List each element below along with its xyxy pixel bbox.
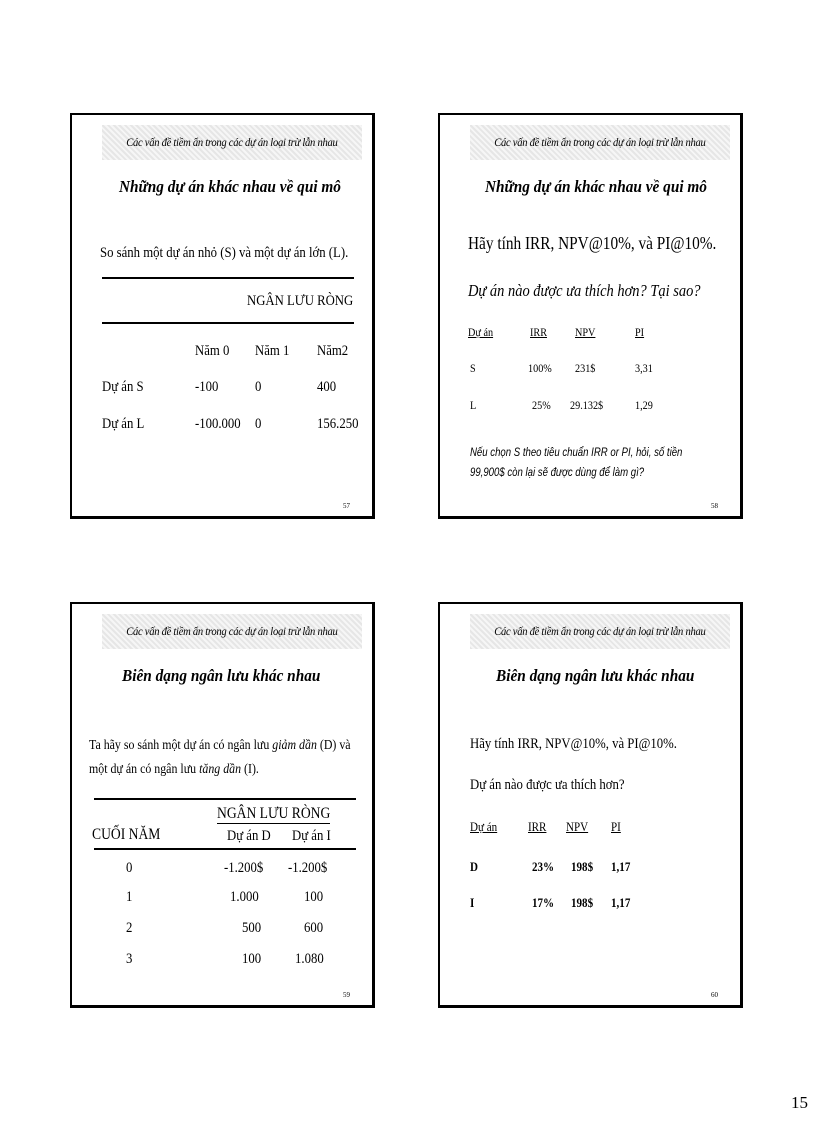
slide-59	[70, 602, 375, 1008]
year-header: Năm 1	[255, 343, 290, 359]
slide-page-number: 60	[711, 991, 718, 999]
table-cell: L	[470, 398, 477, 412]
table-cell: 0	[255, 416, 262, 432]
banner-text: Các vấn đề tiềm ẩn trong các dự án loại trừ lẫn nhau	[494, 625, 706, 638]
table-cell: 100%	[528, 361, 552, 375]
table-cell: 17%	[532, 895, 555, 910]
table-cell: 23%	[532, 859, 555, 874]
slide-title: Những dự án khác nhau về qui mô	[119, 177, 341, 196]
table-cell: -1.200$	[288, 860, 328, 876]
col-header: PI	[611, 819, 621, 834]
heading-underline	[217, 823, 330, 824]
col-project-d: Dự án D	[227, 828, 271, 844]
cash-flow-heading: NGÂN LƯU RÒNG	[217, 805, 331, 822]
table-cell: 3	[126, 951, 133, 967]
divider	[102, 322, 354, 324]
col-project-i: Dự án I	[292, 828, 331, 844]
note-line-2: 99,900$ còn lại sẽ được dùng để làm gì?	[470, 465, 645, 479]
divider	[94, 848, 356, 850]
table-cell: 1	[126, 889, 133, 905]
slide-page-number: 59	[343, 991, 350, 999]
intro-part: (I).	[241, 762, 259, 777]
col-header: Dự án	[470, 819, 498, 834]
table-cell: S	[470, 361, 476, 375]
slide-banner	[102, 125, 362, 160]
intro-emphasis: tăng dần	[199, 762, 242, 777]
banner-text: Các vấn đề tiềm ẩn trong các dự án loại trừ lẫn nhau	[126, 625, 338, 638]
task-text: Hãy tính IRR, NPV@10%, và PI@10%.	[468, 233, 717, 253]
table-cell: 600	[304, 920, 324, 936]
intro-part: Ta hãy so sánh một dự án có ngân lưu	[89, 738, 273, 753]
cash-flow-heading: NGÂN LƯU RÒNG	[247, 293, 354, 309]
table-cell: 1,17	[611, 859, 631, 874]
banner-text: Các vấn đề tiềm ẩn trong các dự án loại trừ lẫn nhau	[494, 136, 706, 149]
year-header: Năm 0	[195, 343, 230, 359]
divider	[94, 798, 356, 800]
table-cell: 1.080	[295, 951, 324, 967]
col-header: PI	[635, 325, 645, 339]
slide-banner	[102, 614, 362, 649]
table-cell: I	[470, 895, 475, 910]
table-cell: 198$	[571, 895, 594, 910]
slide-title: Những dự án khác nhau về qui mô	[485, 177, 707, 196]
question-text: Dự án nào được ưa thích hơn?	[470, 777, 625, 793]
col-year: CUỐI NĂM	[92, 826, 161, 843]
table-cell: 3,31	[635, 361, 653, 375]
intro-part: (D) và	[316, 738, 351, 753]
table-cell: 1,29	[635, 398, 653, 412]
page-number: 15	[791, 1093, 808, 1112]
table-cell: D	[470, 859, 478, 874]
intro-line-1	[89, 738, 351, 754]
table-cell: 198$	[571, 859, 594, 874]
col-header: Dự án	[468, 325, 494, 339]
table-cell: 1,17	[611, 895, 631, 910]
col-header: NPV	[575, 325, 596, 339]
slide-57	[70, 113, 375, 519]
intro-line-2	[89, 762, 259, 778]
slide-page-number: 57	[343, 502, 350, 510]
col-header: NPV	[566, 819, 589, 834]
slide-page-number: 58	[711, 502, 718, 510]
intro-emphasis: giảm dần	[272, 738, 317, 753]
slide-58	[438, 113, 743, 519]
table-cell: 0	[255, 379, 262, 395]
table-cell: 156.250	[317, 416, 359, 432]
slide-title: Biên dạng ngân lưu khác nhau	[496, 666, 695, 685]
row-label: Dự án L	[102, 416, 145, 432]
table-cell: 500	[242, 920, 262, 936]
table-cell: -1.200$	[224, 860, 264, 876]
row-label: Dự án S	[102, 379, 144, 395]
table-cell: -100	[195, 379, 219, 395]
table-cell: -100.000	[195, 416, 241, 432]
banner-text: Các vấn đề tiềm ẩn trong các dự án loại trừ lẫn nhau	[126, 136, 338, 149]
table-cell: 100	[304, 889, 324, 905]
slide-banner	[470, 125, 730, 160]
task-text: Hãy tính IRR, NPV@10%, và PI@10%.	[470, 736, 677, 752]
divider	[102, 277, 354, 279]
slide-60	[438, 602, 743, 1008]
year-header: Năm2	[317, 343, 349, 359]
table-cell: 100	[242, 951, 262, 967]
table-cell: 231$	[575, 361, 596, 375]
table-cell: 400	[317, 379, 337, 395]
table-cell: 0	[126, 860, 133, 876]
slide-title: Biên dạng ngân lưu khác nhau	[122, 666, 321, 685]
table-cell: 2	[126, 920, 133, 936]
table-cell: 25%	[532, 398, 551, 412]
intro-text: So sánh một dự án nhỏ (S) và một dự án lớn (L).	[100, 245, 349, 261]
col-header: IRR	[530, 325, 548, 339]
question-text: Dự án nào được ưa thích hơn? Tại sao?	[468, 281, 701, 300]
note-line-1: Nếu chọn S theo tiêu chuẩn IRR or PI, hỏi, số tiền	[470, 445, 683, 459]
col-header: IRR	[528, 819, 547, 834]
intro-part: một dự án có ngân lưu	[89, 762, 200, 777]
slide-banner	[470, 614, 730, 649]
table-cell: 1.000	[230, 889, 259, 905]
table-cell: 29.132$	[570, 398, 604, 412]
